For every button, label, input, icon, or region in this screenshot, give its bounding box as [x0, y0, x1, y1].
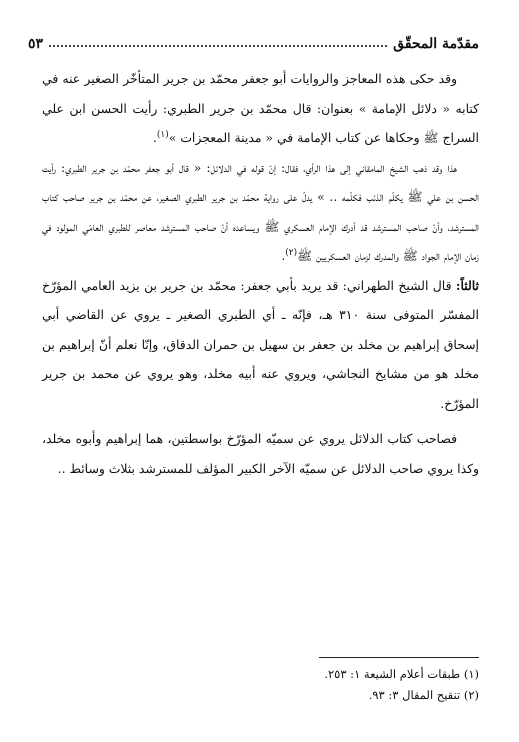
footnotes [42, 664, 479, 706]
header-dotted-leader [49, 45, 387, 47]
paragraph-1-text: وقد حكى هذه المعاجز والروايات أبو جعفر محمّد بن جرير المتأخّر الصغير عنه في كتابه « دلائل الإمامة » بعنوان: قال محمّد بن جرير الطبري: رأيت الحسن ابن علي السراج ﷺ وحكاها عن كتاب الإمامة في « مدينة المعجزات » [42, 71, 479, 145]
paragraph-4 [42, 424, 479, 483]
running-header [28, 30, 479, 52]
page-number: ٥٣ [28, 36, 44, 52]
paragraph-2-text: هذا وقد ذهب الشيخ المامقاني إلى هذا الرأي، فقال: إنّ قوله في الدلائل: « قال أبو جعفر محمّد بن جرير الطبري: رأيت الحسن بن علي ﷺ يكلّم الذئب فكلّمه .. » يدلّ على رواية محمّد بن جرير الطبري الصغير، عن محمّد بن جرير صاحب كتاب المسترشد، وأنّ صاحب المسترشد قد أدرك الإمام العسكري ﷺ ويساعده أنّ صاحب المسترشد معاصر للطبري العامّي المولود في زمان الإمام الجواد ﷺ والمدرك لزمان العسكريين ﷺ [42, 159, 479, 263]
footnote-1: (١) طبقات أعلام الشيعة ١: ٢٥٣. [324, 667, 479, 681]
running-title: مقدّمة المحقّق [393, 36, 479, 52]
paragraph-3 [42, 271, 479, 419]
paragraph-3-text: قال الشيخ الطهراني: قد يريد بأبي جعفر: محمّد بن جرير بن يزيد العامي المؤرّخ المفسّر المتوفى سنة ٣١٠ هـ، فإنّه ـ أي الطبري الصغير ـ يروي عن القاضي أبي إسحاق إبراهيم بن مخلد بن جعفر بن سهيل بن حمران الدقاق، وإنّا نعلم أنّ إبراهيم بن مخلد هو من مشايخ النجاشي، ويروي عنه أبيه مخلد، وهو يروي عن محمد بن جرير المؤرّخ. [42, 277, 479, 411]
footnote-2: (٢) تنقيح المقال ٣: ٩٣. [368, 688, 479, 702]
footnote-separator [319, 657, 479, 658]
footnote-ref-2: (٢) [285, 247, 298, 258]
paragraph-3-lead: ثالثاً: [455, 277, 479, 293]
paragraph-2: هذا وقد ذهب الشيخ المامقاني إلى هذا الرأي، فقال: إنّ قوله في الدلائل: « قال أبو جعفر محمّد بن جرير الطبري: رأيت الحسن بن علي ﷺ يكلّم الذئب فكلّمه .. » يدلّ على رواية محمّد بن جرير الطبري الصغير، عن محمّد بن جرير صاحب كتاب المسترشد، وأنّ صاحب المسترشد قد أدرك الإمام العسكري ﷺ ويساعده أنّ صاحب المسترشد معاصر للطبري العامّي المولود في زمان الإمام الجواد ﷺ والمدرك لزمان العسكريين ﷺ$^{(٢)}$. [42, 159, 479, 263]
paragraph-4-text: فصاحب كتاب الدلائل يروي عن سميّه المؤرّخ بواسطتين، هما إبراهيم وأبوه مخلد، وكذا يروي صاحب الدلائل عن سميّه الآخر الكبير المؤلف للمسترشد بثلاث وسائط .. [42, 431, 479, 476]
footnote-ref-1: (١) [156, 129, 169, 140]
paragraph-1: وقد حكى هذه المعاجز والروايات أبو جعفر محمّد بن جرير المتأخّر الصغير عنه في كتابه « دلائل الإمامة » بعنوان: قال محمّد بن جرير الطبري: رأيت الحسن ابن علي السراج ﷺ وحكاها عن كتاب الإمامة في « مدينة المعجزات »$^{(١)}$. [42, 71, 479, 145]
main-text [42, 64, 479, 483]
